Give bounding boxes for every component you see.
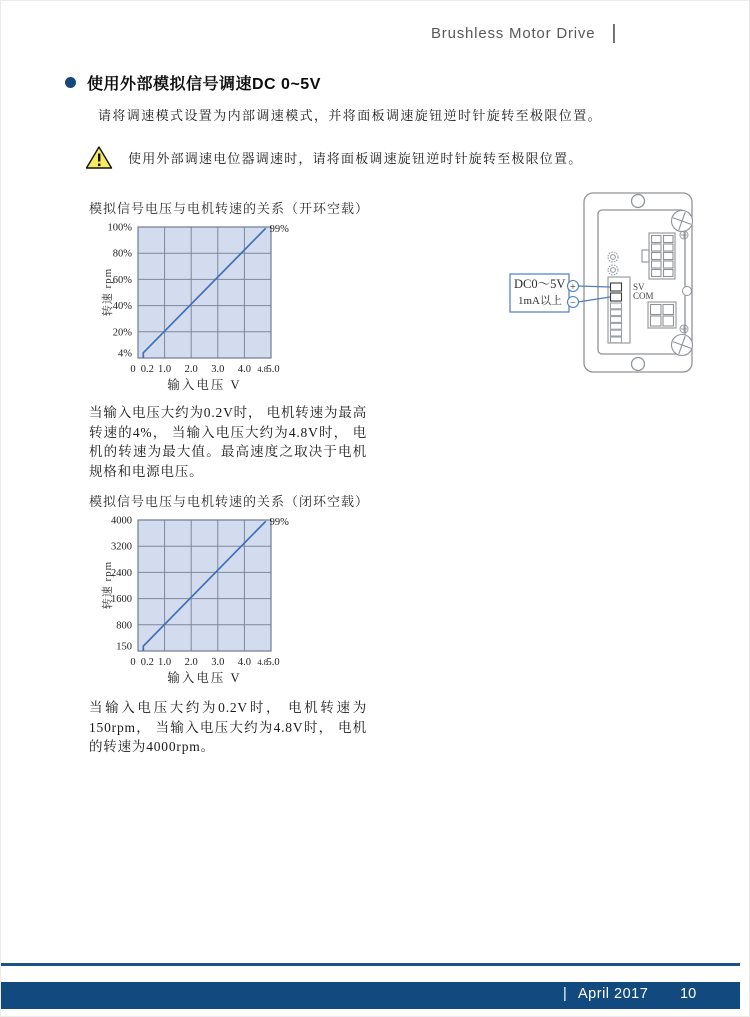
svg-text:2.0: 2.0 [184,657,198,668]
chart-open-loop [89,198,399,398]
warning-note [85,145,582,170]
signal-source-box [510,274,610,312]
svg-text:99%: 99% [269,223,289,235]
svg-text:60%: 60% [112,274,132,286]
svg-text:3200: 3200 [111,541,132,553]
svg-text:1.0: 1.0 [158,364,172,375]
svg-text:4.8: 4.8 [257,657,268,667]
svg-text:99%: 99% [269,516,289,528]
svg-text:150: 150 [116,641,132,653]
section-title: 使用外部模拟信号调速DC 0~5V [87,76,321,93]
header-title: Brushless Motor Drive [431,25,596,42]
chart-plot-area [96,514,308,674]
svg-text:2400: 2400 [111,567,132,579]
svg-text:3.0: 3.0 [211,657,225,668]
panel-notch [683,287,692,296]
footer-page-number: 10 [680,986,697,1002]
source-current-label: 1mA以上 [518,295,562,307]
footer-date: April 2017 [578,986,649,1002]
svg-text:20%: 20% [112,327,132,339]
closed-loop-description: 当输入电压大约为0.2V时， 电机转速为150rpm， 当输入电压大约为4.8V时， 电机的转速为4000rpm。 [89,700,367,754]
x-axis-label: 输入电压 V [167,671,242,685]
svg-text:800: 800 [116,620,132,632]
plus-sign: + [570,281,576,293]
svg-text:1.0: 1.0 [158,657,172,668]
svg-text:0.2: 0.2 [140,657,154,668]
footer-divider: | [563,986,567,1002]
chart-title: 模拟信号电压与电机转速的关系（开环空载） [89,201,370,216]
minus-sign: − [570,297,576,309]
svg-text:5.0: 5.0 [266,364,280,375]
y-axis-label: 转速 rpm [102,560,114,610]
page-header [431,22,617,45]
svg-text:2.0: 2.0 [184,364,198,375]
chart-title: 模拟信号电压与电机转速的关系（闭环空载） [89,494,370,509]
ground-screw-bottom-icon [680,325,688,333]
pin-label-com: COM [633,291,654,301]
wire-minus [578,297,610,302]
svg-text:40%: 40% [112,301,132,313]
bullet-icon [65,77,76,88]
mount-hole-bottom [632,358,645,371]
x-axis-label: 输入电压 V [167,378,242,392]
svg-text:1600: 1600 [111,594,132,606]
svg-text:0: 0 [130,364,136,375]
svg-text:5.0: 5.0 [266,657,280,668]
svg-text:80%: 80% [112,248,132,260]
mount-hole-top [632,195,645,208]
footer-rule [1,963,740,966]
chart-plot-area [96,221,308,381]
svg-text:4000: 4000 [111,515,132,527]
svg-text:0.2: 0.2 [140,364,154,375]
svg-text:3.0: 3.0 [211,364,225,375]
svg-text:4%: 4% [118,348,132,360]
trimmer-icons [608,252,618,275]
y-axis-label: 转速 rpm [102,267,114,317]
wire-plus [578,286,610,287]
connector-10pin [642,233,675,279]
svg-text:4.8: 4.8 [257,364,268,374]
connector-4pin [648,302,676,328]
svg-text:0: 0 [130,657,136,668]
svg-text:4.0: 4.0 [237,657,251,668]
ground-screw-top-icon [680,231,688,239]
svg-text:100%: 100% [107,222,132,234]
chart-closed-loop [89,491,399,691]
section-heading [65,71,321,94]
screw-top-icon [670,209,694,233]
source-voltage-label: DC0～5V [514,277,566,291]
pin-label-sv: SV [633,282,645,292]
warning-triangle-icon [85,145,113,170]
footer-bar [1,982,740,1009]
header-divider: | [611,22,618,44]
terminal-sv [611,283,622,291]
terminal-com [611,293,622,301]
warning-text: 使用外部调速电位器调速时，请将面板调速旋钮逆时针旋转至极限位置。 [128,151,583,166]
open-loop-description: 当输入电压大约为0.2V时， 电机转速为最高转速的4%， 当输入电压大约为4.8V时， 电机的转速为最大值。最高速度之取决于电机规格和电源电压。 [89,405,367,479]
intro-paragraph: 请将调速模式设置为内部调速模式，并将面板调速旋钮逆时针旋转至极限位置。 [98,108,603,123]
terminal-strip [608,277,630,343]
svg-text:4.0: 4.0 [237,364,251,375]
drive-panel-diagram [501,183,701,388]
